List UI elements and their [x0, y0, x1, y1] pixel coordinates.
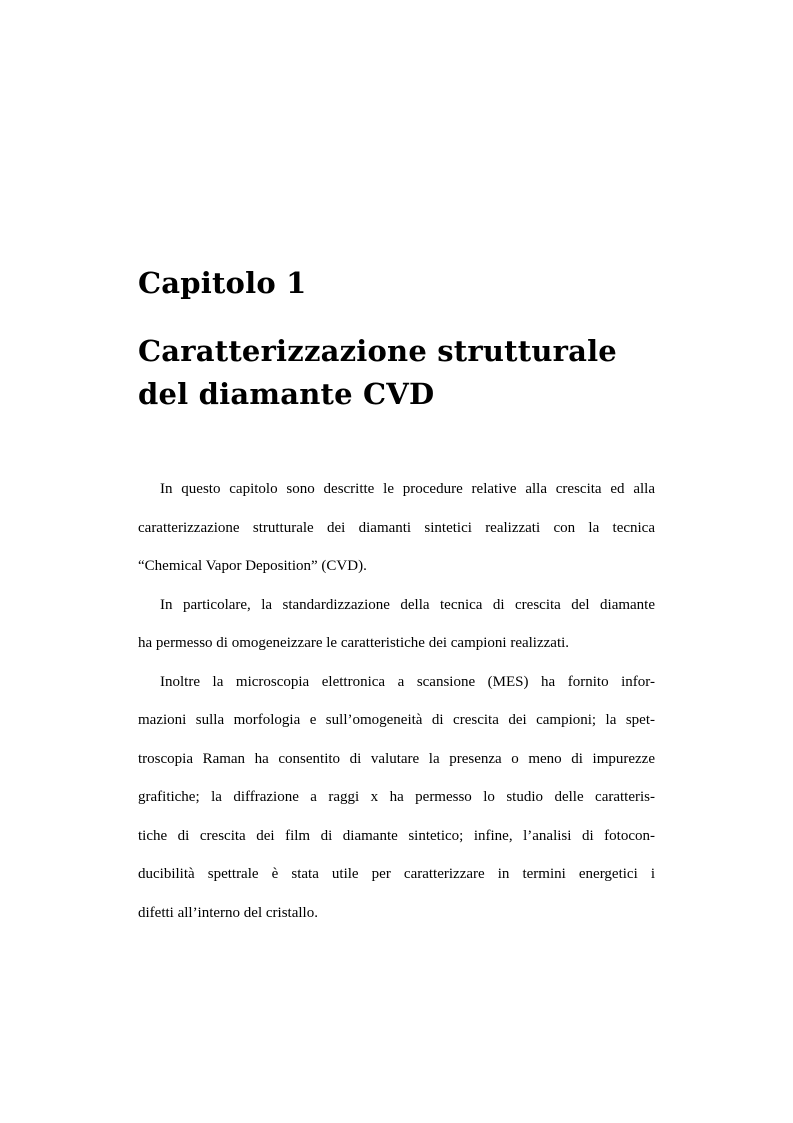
paragraph-2	[138, 592, 655, 669]
chapter-label: Capitolo 1	[138, 266, 307, 300]
chapter-title-line: Caratterizzazione strutturale	[138, 334, 617, 368]
text-line: difetti all’interno del cristallo.	[138, 904, 318, 921]
text-line: troscopia Raman ha consentito di valutare la presenza o meno di impurezze	[138, 750, 655, 767]
text-line: tiche di crescita dei film di diamante sintetico; infine, l’analisi di fotocon-	[138, 827, 655, 844]
text-line: In particolare, la standardizzazione della tecnica di crescita del diamante	[160, 596, 655, 613]
text-line: In questo capitolo sono descritte le procedure relative alla crescita ed alla	[160, 481, 655, 497]
chapter-title-line: del diamante CVD	[138, 377, 435, 411]
paragraph-1	[138, 476, 655, 592]
text-line: Inoltre la microscopia elettronica a scansione (MES) ha fornito infor-	[160, 673, 655, 690]
chapter-title	[138, 330, 678, 416]
text-line: “Chemical Vapor Deposition” (CVD).	[138, 558, 367, 574]
text-line: ducibilità spettrale è stata utile per caratterizzare in termini energetici i	[138, 866, 655, 882]
text-line: grafitiche; la diffrazione a raggi x ha permesso lo studio delle caratteris-	[138, 789, 655, 805]
paragraph-3	[138, 669, 655, 939]
body-text	[138, 476, 655, 938]
text-line: mazioni sulla morfologia e sull’omogeneità di crescita dei campioni; la spet-	[138, 712, 655, 728]
text-line: ha permesso di omogeneizzare le caratteristiche dei campioni realizzati.	[138, 635, 570, 651]
text-line: caratterizzazione strutturale dei diamanti sintetici realizzati con la tecnica	[138, 519, 655, 536]
